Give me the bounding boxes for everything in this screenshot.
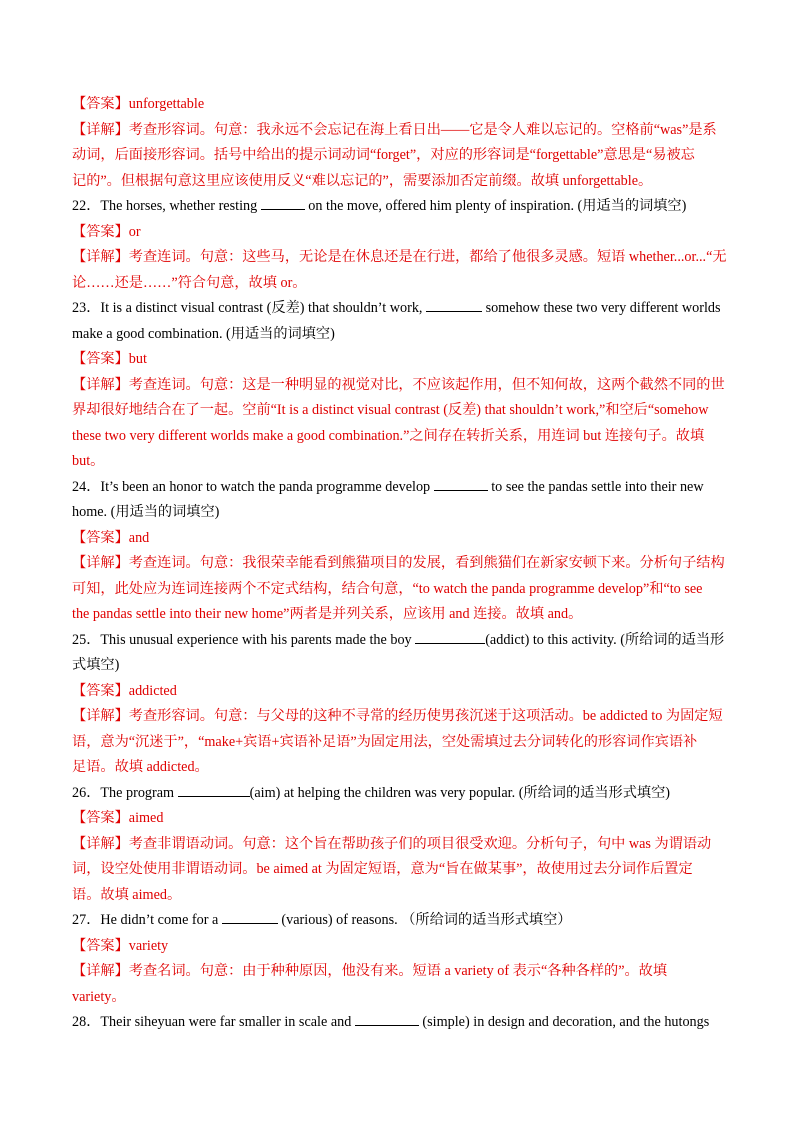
answer-label: 【答案】	[72, 351, 129, 367]
answer-line-26	[72, 806, 728, 832]
question-text: (various) of reasons. （所给词的适当形式填空）	[281, 912, 572, 928]
detail-line-27-1	[72, 959, 728, 985]
question-23-line-2: make a good combination. (用适当的词填空)	[72, 325, 335, 342]
question-text: (aim) at helping the children was very popular. (所给词的适当形式填空)	[249, 784, 671, 801]
question-text: This unusual experience with his parents made the boy	[100, 631, 412, 648]
detail-line-21-1	[72, 118, 728, 144]
answer-label: 【答案】	[72, 937, 129, 954]
answer-line-25	[72, 679, 728, 705]
question-23	[72, 296, 728, 322]
detail-label: 【详解】	[72, 835, 129, 852]
question-text: It is a distinct visual contrast (反差) that shouldn’t work,	[100, 300, 423, 316]
question-number: 24．	[72, 478, 101, 495]
detail-line-26-1	[72, 832, 728, 858]
question-number: 27．	[72, 912, 101, 928]
answer-text: variety	[128, 937, 169, 954]
question-number: 23．	[72, 300, 101, 316]
detail-line-24-2: 可知，此处应为连词连接两个不定式结构，结合句意，“to watch the panda programme develop”和“to see	[72, 580, 703, 597]
question-25-line-2: 式填空)	[72, 657, 120, 673]
detail-line-24-1	[72, 551, 728, 577]
answer-label: 【答案】	[72, 682, 129, 699]
question-number: 26．	[72, 784, 101, 801]
detail-text: 考查形容词。句意：与父母的这种不寻常的经历使男孩沉迷于这项活动。be addicted to 为固定短	[128, 708, 723, 724]
detail-text: 考查非谓语动词。句意：这个旨在帮助孩子们的项目很受欢迎。分析句子，句中 was 为谓语动	[128, 835, 712, 852]
question-26	[72, 781, 728, 807]
answer-line-27	[72, 934, 728, 960]
detail-line-23-3: these two very different worlds make a good combination.”之间存在转折关系，用连词 but 连接句子。故填	[72, 427, 705, 444]
answer-text: aimed	[128, 810, 164, 826]
detail-label: 【详解】	[72, 121, 129, 138]
question-text: It’s been an honor to watch the panda programme develop	[100, 478, 431, 495]
detail-line-22-2: 论……还是……”符合句意，故填 or。	[72, 274, 307, 291]
question-22	[72, 194, 728, 220]
answer-label: 【答案】	[72, 96, 129, 112]
answer-text: but	[128, 351, 147, 367]
answer-blank	[355, 1012, 419, 1026]
detail-line-22-1	[72, 245, 728, 271]
answer-label: 【答案】	[72, 529, 129, 546]
answer-text: and	[128, 529, 150, 546]
detail-text: 考查形容词。句意：我永远不会忘记在海上看日出——它是令人难以忘记的。空格前“was”是系	[128, 121, 717, 138]
answer-blank	[426, 298, 482, 312]
detail-label: 【详解】	[72, 249, 129, 265]
question-text: (addict) to this activity. (所给词的适当形	[485, 631, 725, 648]
detail-text: 考查连词。句意：这是一种明显的视觉对比，不应该起作用，但不知何故，这两个截然不同的世	[128, 376, 725, 393]
question-text: to see the pandas settle into their new	[491, 478, 704, 495]
answer-blank	[222, 910, 278, 924]
answer-blank	[178, 783, 250, 797]
question-27	[72, 908, 728, 934]
answer-line-21	[72, 92, 728, 118]
detail-line-25-2: 语，意为“沉迷于”，“make+宾语+宾语补足语”为固定用法，空处需填过去分词转化的形容词作宾语补	[72, 733, 698, 750]
question-24	[72, 475, 728, 501]
detail-line-21-2: 动词，后面接形容词。括号中给出的提示词动词“forget”，对应的形容词是“forgettable”意思是“易被忘	[72, 147, 695, 163]
answer-line-22	[72, 220, 728, 246]
detail-line-23-4: but。	[72, 453, 105, 469]
answer-blank	[415, 630, 485, 644]
question-text: on the move, offered him plenty of inspiration. (用适当的词填空)	[308, 198, 687, 214]
detail-text: 考查连词。句意：我很荣幸能看到熊猫项目的发展，看到熊猫们在新家安顿下来。分析句子结构	[128, 555, 725, 571]
question-text: The program	[100, 784, 175, 801]
question-25	[72, 628, 728, 654]
detail-line-25-3: 足语。故填 addicted。	[72, 759, 209, 775]
answer-label: 【答案】	[72, 810, 129, 826]
detail-text: 考查名词。句意：由于种种原因，他没有来。短语 a variety of 表示“各种各样的”。故填	[128, 963, 668, 979]
detail-line-26-3: 语。故填 aimed。	[72, 886, 182, 903]
detail-label: 【详解】	[72, 963, 129, 979]
detail-text: 考查连词。句意：这些马，无论是在休息还是在行进，都给了他很多灵感。短语 whether...or...“无	[128, 249, 727, 265]
question-number: 25．	[72, 631, 101, 648]
question-text: He didn’t come for a	[100, 912, 219, 928]
detail-line-26-2: 词，设空处使用非谓语动词。be aimed at 为固定短语，意为“旨在做某事”，故使用过去分词作后置定	[72, 861, 693, 877]
answer-text: or	[128, 223, 141, 240]
answer-text: addicted	[128, 682, 177, 699]
question-text: (simple) in design and decoration, and the hutongs	[422, 1014, 710, 1030]
detail-label: 【详解】	[72, 555, 129, 571]
detail-line-24-3: the pandas settle into their new home”两者是并列关系，应该用 and 连接。故填 and。	[72, 606, 583, 622]
question-text: Their siheyuan were far smaller in scale and	[100, 1014, 352, 1030]
detail-line-23-1	[72, 373, 728, 399]
detail-label: 【详解】	[72, 376, 129, 393]
answer-line-23	[72, 347, 728, 373]
question-28	[72, 1010, 728, 1036]
answer-text: unforgettable	[128, 96, 205, 112]
answer-blank	[434, 477, 488, 491]
detail-label: 【详解】	[72, 708, 129, 724]
answer-line-24	[72, 526, 728, 552]
detail-line-27-2: variety。	[72, 988, 126, 1005]
question-number: 22．	[72, 198, 101, 214]
document-page	[72, 92, 728, 1036]
question-text: The horses, whether resting	[100, 198, 258, 214]
question-24-line-2: home. (用适当的词填空)	[72, 504, 220, 520]
detail-line-21-3: 记的”。但根据句意这里应该使用反义“难以忘记的”，需要添加否定前缀。故填 unforgettable。	[72, 172, 653, 189]
answer-blank	[261, 196, 305, 210]
question-number: 28．	[72, 1014, 101, 1030]
answer-label: 【答案】	[72, 223, 129, 240]
detail-line-25-1	[72, 704, 728, 730]
detail-line-23-2: 界却很好地结合在了一起。空前“It is a distinct visual contrast (反差) that shouldn’t work,”和空后“somehow	[72, 402, 709, 418]
question-text: somehow these two very different worlds	[485, 300, 721, 316]
